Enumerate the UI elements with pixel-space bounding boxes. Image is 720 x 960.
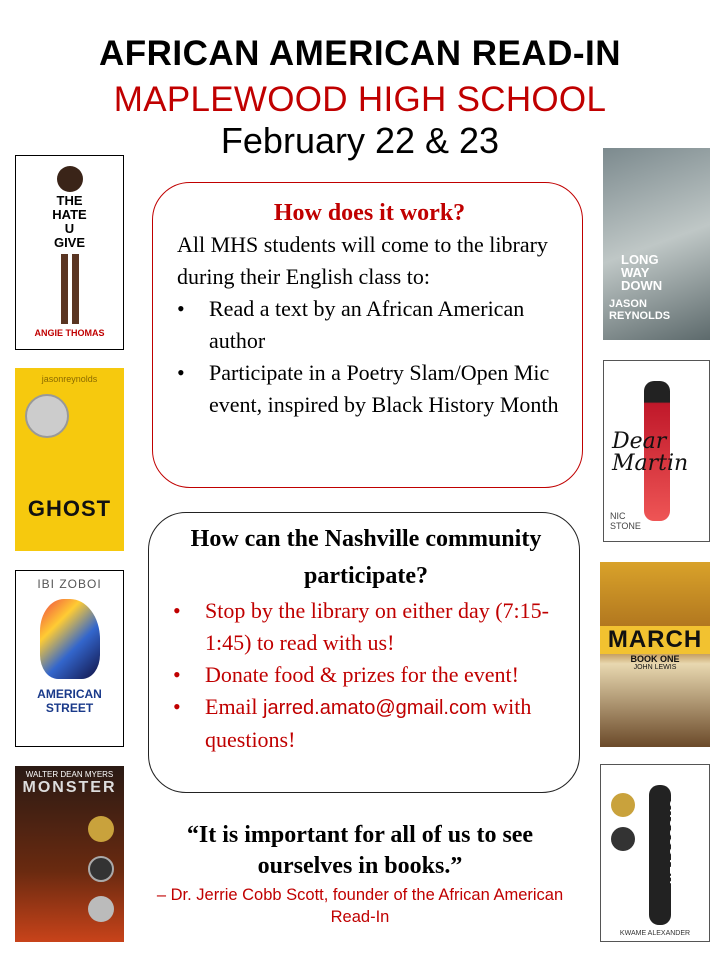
book-title: AMERICAN STREET — [37, 687, 102, 715]
book-author: KWAME ALEXANDER — [619, 930, 691, 937]
book-title: CROSSOVER — [666, 799, 681, 885]
community-box — [148, 512, 580, 793]
book-cover-hate-u-give — [15, 155, 124, 350]
list-item: • Donate food & prizes for the event! — [173, 659, 559, 691]
school-name: MAPLEWOOD HIGH SCHOOL — [113, 80, 607, 119]
book-cover-ghost — [15, 368, 124, 551]
book-cover-long-way-down — [603, 148, 710, 340]
book-author: JASON REYNOLDS — [609, 298, 671, 322]
book-author: WALTER DEAN MYERS — [25, 770, 114, 779]
book-cover-dear-martin — [603, 360, 710, 542]
how-it-works-box — [152, 182, 583, 488]
book-author: IBI ZOBOI — [37, 577, 102, 591]
list-item: • Read a text by an African American author — [177, 293, 562, 357]
email-suffix: with questions! — [205, 694, 532, 752]
book-author: ANGIE THOMAS — [34, 328, 105, 338]
book-title: LONG WAY DOWN — [621, 252, 663, 293]
book-title: GHOST — [27, 496, 112, 521]
list-item: • Participate in a Poetry Slam/Open Mic event, inspired by Black History Month — [177, 357, 562, 421]
quote-attribution: – Dr. Jerrie Cobb Scott, founder of the African American Read-In — [156, 886, 564, 926]
book-title: Dear Martin — [612, 429, 689, 476]
book-title: MARCH — [600, 626, 710, 654]
book-title: MONSTER — [22, 779, 117, 796]
email-link[interactable]: jarred.amato@gmail.com — [263, 697, 487, 719]
book-cover-march — [600, 562, 710, 747]
community-heading: How can the Nashville community participate? — [190, 526, 542, 589]
list-item: • Stop by the library on either day (7:15-1:45) to read with us! — [173, 595, 559, 659]
book-author: NIC STONE — [610, 511, 641, 531]
book-cover-crossover — [600, 764, 710, 942]
book-cover-monster — [15, 766, 124, 942]
book-subtitle: BOOK ONE — [630, 654, 680, 664]
book-author: jasonreynolds — [41, 374, 98, 384]
book-author: JOHN LEWIS — [633, 664, 677, 671]
quote-text: “It is important for all of us to see ourselves in books.” — [186, 822, 534, 879]
book-title: THE HATE U GIVE — [52, 193, 87, 250]
how-it-works-heading: How does it work? — [273, 200, 466, 226]
book-cover-american-street — [15, 570, 124, 747]
how-it-works-intro: All MHS students will come to the library during their English class to: — [177, 232, 548, 289]
email-prefix: Email — [205, 694, 258, 719]
list-item — [173, 691, 559, 756]
event-dates: February 22 & 23 — [220, 120, 500, 161]
quote-block — [150, 820, 570, 928]
flyer-title: AFRICAN AMERICAN READ-IN — [98, 34, 622, 73]
